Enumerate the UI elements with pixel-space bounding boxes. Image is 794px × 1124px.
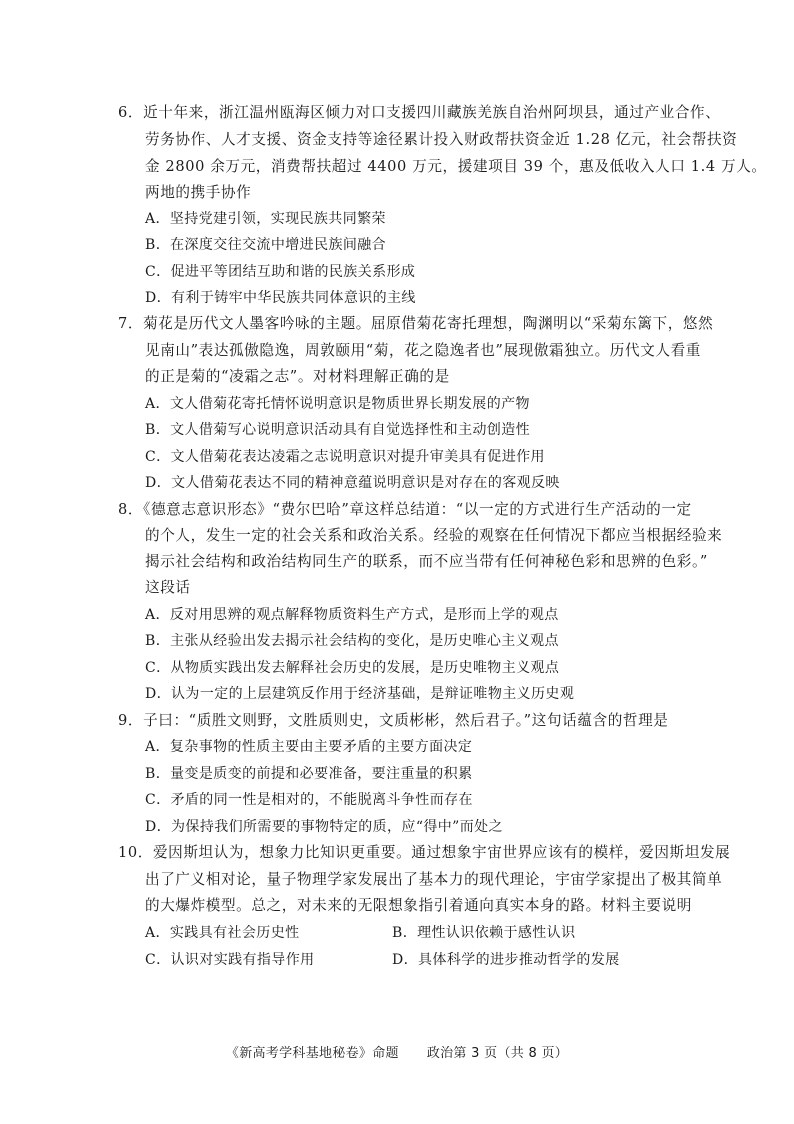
option-a: A．文人借菊花寄托情怀说明意识是物质世界长期发展的产物 [145, 396, 530, 412]
question-stem-line: 金 2800 余万元，消费帮扶超过 4400 万元，援建项目 39 个，惠及低收入人口 1.4 万人。 [145, 158, 767, 175]
question-stem-line: 6．近十年来，浙江温州瓯海区倾力对口支援四川藏族羌族自治州阿坝县，通过产业合作、 [118, 104, 721, 121]
question-stem-line: 的个人，发生一定的社会关系和政治关系。经验的观察在任何情况下都应当根据经验来 [145, 527, 723, 544]
page-footer [0, 1042, 794, 1061]
option-a: A．坚持党建引领，实现民族共同繁荣 [145, 211, 386, 227]
option-a: A．复杂事物的性质主要由主要矛盾的主要方面决定 [145, 739, 473, 755]
question-stem-line: 9．子曰：“质胜文则野，文胜质则史，文质彬彬，然后君子。”这句话蕴含的哲理是 [118, 712, 669, 729]
question-stem-line: 这段话 [145, 579, 191, 596]
option-c: C．文人借菊花表达凌霜之志说明意识对提升审美具有促进作用 [145, 449, 545, 465]
option-c: C．促进平等团结互助和谐的民族关系形成 [145, 264, 416, 280]
question-stem-line: 出了广义相对论，量子物理学家发展出了基本力的现代理论，宇宙学家提出了极其简单 [145, 871, 723, 888]
question-stem-line: 见南山”表达孤傲隐逸，周敦颐用“菊，花之隐逸者也”展现傲霜独立。历代文人看重 [145, 342, 701, 359]
question-stem-line: 两地的携手协作 [145, 184, 252, 201]
option-b: B．主张从经验出发去揭示社会结构的变化，是历史唯心主义观点 [145, 633, 559, 649]
option-b: B．文人借菊写心说明意识活动具有自觉选择性和主动创造性 [145, 422, 531, 438]
option-d: D．有利于铸牢中华民族共同体意识的主线 [145, 290, 416, 306]
option-c: C．矛盾的同一性是相对的，不能脱离斗争性而存在 [145, 792, 473, 808]
option-a: A．实践具有社会历史性 [145, 925, 300, 941]
option-b: B．理性认识依赖于感性认识 [392, 925, 576, 941]
question-stem-line: 劳务协作、人才支援、资金支持等途径累计投入财政帮扶资金近 1.28 亿元，社会帮扶资 [145, 131, 738, 148]
question-stem-line: 揭示社会结构和政治结构同生产的联系，而不应当带有任何神秘色彩和思辨的色彩。” [145, 553, 708, 570]
option-d: D．为保持我们所需要的事物特定的质，应“得中”而处之 [145, 819, 503, 835]
option-c: C．从物质实践出发去解释社会历史的发展，是历史唯物主义观点 [145, 660, 560, 676]
option-d: D．具体科学的进步推动哲学的发展 [392, 952, 620, 968]
option-d: D．认为一定的上层建筑反作用于经济基础，是辩证唯物主义历史观 [145, 686, 575, 702]
question-stem-line: 10．爱因斯坦认为，想象力比知识更重要。通过想象宇宙世界应该有的模样，爱因斯坦发展 [118, 844, 731, 861]
footer-page-number: 政治第 3 页（共 8 页） [426, 1046, 569, 1061]
option-a: A．反对用思辨的观点解释物质资料生产方式，是形而上学的观点 [145, 607, 559, 623]
question-stem-line: 8．《德意志意识形态》“费尔巴哈”章这样总结道：“以一定的方式进行生产活动的一定 [118, 501, 692, 518]
option-b: B．在深度交往交流中增进民族间融合 [145, 237, 387, 253]
option-b: B．量变是质变的前提和必要准备，要注重量的积累 [145, 766, 473, 782]
question-stem-line: 7．菊花是历代文人墨客吟咏的主题。屈原借菊花寄托理想，陶渊明以“采菊东篱下，悠然 [118, 315, 714, 332]
footer-source: 《新高考学科基地秘卷》命题 [225, 1046, 399, 1061]
option-c: C．认识对实践有指导作用 [145, 952, 315, 968]
question-stem-line: 的正是菊的“凌霜之志”。对材料理解正确的是 [145, 368, 450, 385]
option-d: D．文人借菊花表达不同的精神意蕴说明意识是对存在的客观反映 [145, 475, 560, 491]
question-stem-line: 的大爆炸模型。总之，对未来的无限想象指引着通向真实本身的路。材料主要说明 [145, 897, 692, 914]
